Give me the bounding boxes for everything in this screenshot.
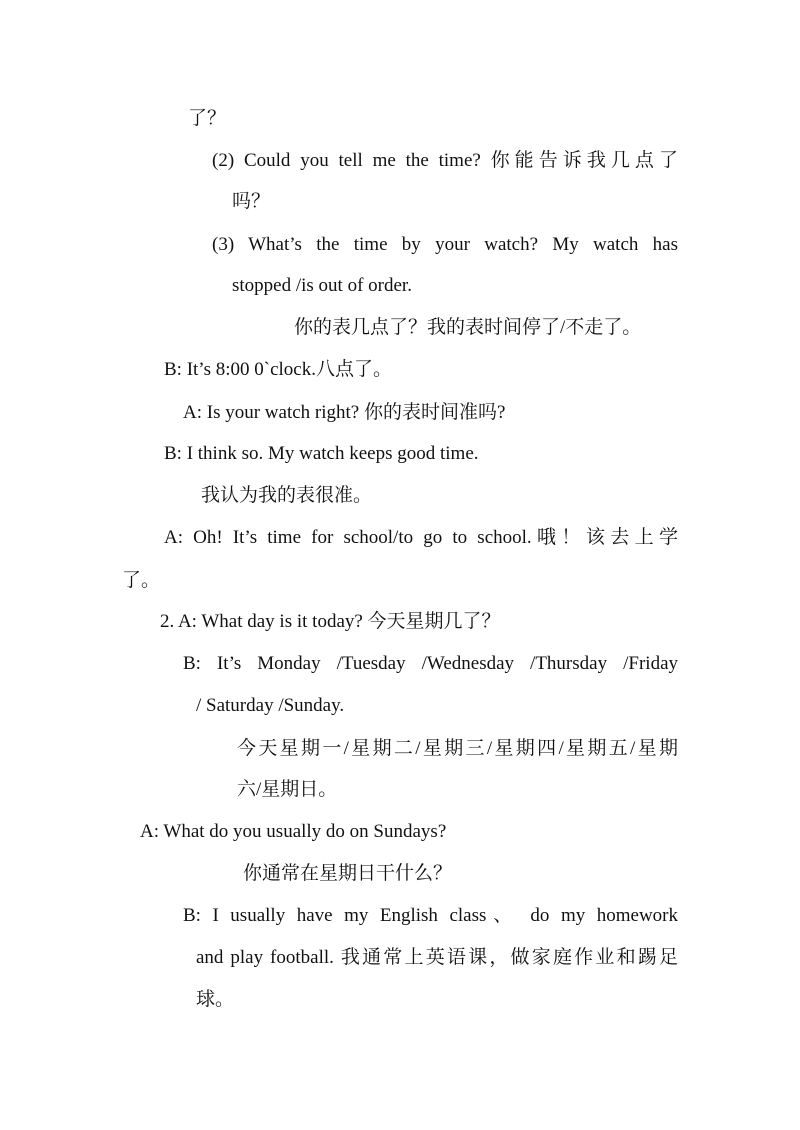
text-line: 了。 bbox=[122, 570, 161, 591]
text-line: 你的表几点了？我的表时间停了/不走了。 bbox=[294, 317, 642, 338]
text-line: 了？ bbox=[188, 108, 227, 129]
text-line: B: I think so. My watch keeps good time. bbox=[164, 443, 479, 464]
text-line: stopped /is out of order. bbox=[232, 275, 412, 296]
text-line: (3) What’s the time by your watch? My watch has bbox=[212, 234, 678, 255]
text-line: B: It’s 8:00 0`clock.八点了。 bbox=[164, 359, 392, 380]
text-line: (2) Could you tell me the time? 你能告诉我几点了 bbox=[212, 150, 678, 171]
text-line: 今天星期一/星期二/星期三/星期四/星期五/星期 bbox=[237, 738, 678, 759]
text-line: 我认为我的表很准。 bbox=[201, 485, 373, 506]
text-line: 六/星期日。 bbox=[237, 779, 338, 800]
text-line: B: It’s Monday /Tuesday /Wednesday /Thursday /Friday bbox=[183, 653, 678, 674]
text-line: 2. A: What day is it today? 今天星期几了？ bbox=[160, 611, 501, 632]
text-line: 球。 bbox=[196, 989, 235, 1010]
text-line: / Saturday /Sunday. bbox=[196, 695, 345, 716]
text-line: B: I usually have my English class、 do my homework bbox=[183, 905, 678, 926]
text-line: A: What do you usually do on Sundays? bbox=[140, 821, 447, 842]
text-line: and play football. 我通常上英语课，做家庭作业和踢足 bbox=[196, 947, 678, 968]
text-line: 吗？ bbox=[232, 191, 271, 212]
text-line: 你通常在星期日干什么？ bbox=[243, 863, 453, 884]
text-line: A: Oh! It’s time for school/to go to school.哦！该去上学 bbox=[164, 527, 678, 548]
text-line: A: Is your watch right? 你的表时间准吗? bbox=[183, 402, 506, 423]
